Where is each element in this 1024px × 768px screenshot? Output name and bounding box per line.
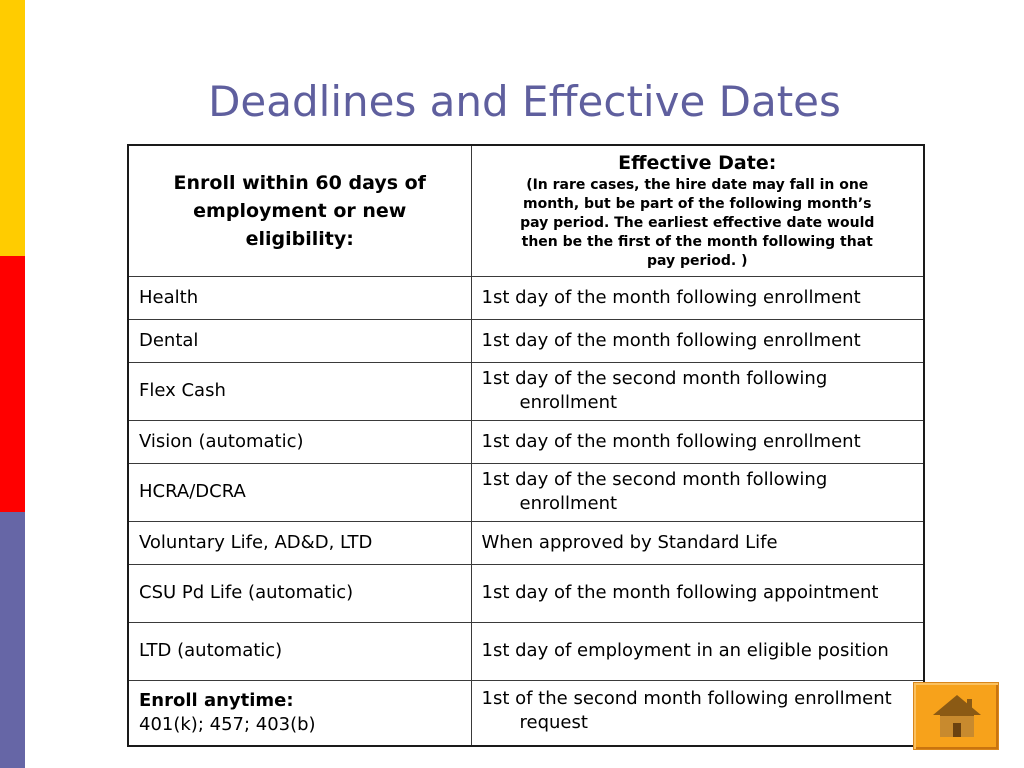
- table-row-anytime: [128, 680, 924, 746]
- benefit-cell: HCRA/DCRA: [128, 463, 471, 521]
- table-row: [128, 521, 924, 564]
- anytime-plans: 401(k); 457; 403(b): [139, 713, 316, 735]
- home-icon: [931, 693, 983, 739]
- header-effective-date-title: Effective Date:: [618, 152, 777, 175]
- anytime-cell: [128, 680, 471, 746]
- benefit-cell: Dental: [128, 319, 471, 362]
- header-enroll-within: Enroll within 60 days of employment or new eligibility:: [128, 145, 471, 276]
- table-row: [128, 420, 924, 463]
- benefit-cell: Health: [128, 276, 471, 319]
- table-row: [128, 622, 924, 680]
- benefit-cell: Voluntary Life, AD&D, LTD: [128, 521, 471, 564]
- table-row: [128, 564, 924, 622]
- benefit-cell: LTD (automatic): [128, 622, 471, 680]
- table-row: [128, 463, 924, 521]
- side-stripe-blue: [0, 512, 25, 768]
- table-row: [128, 362, 924, 420]
- effective-date-cell: 1st day of the month following appointment: [471, 564, 924, 622]
- slide-title: Deadlines and Effective Dates: [208, 77, 841, 126]
- benefit-cell: Flex Cash: [128, 362, 471, 420]
- effective-date-cell: When approved by Standard Life: [471, 521, 924, 564]
- benefit-cell: Vision (automatic): [128, 420, 471, 463]
- effective-date-cell: 1st day of the second month following enrollment: [471, 362, 924, 420]
- effective-date-cell: 1st day of employment in an eligible position: [471, 622, 924, 680]
- header-effective-date-note: (In rare cases, the hire date may fall in one month, but be part of the following month’s pay period. The earliest effective date would then be the first of the month following that pay period. ): [520, 177, 875, 270]
- side-stripe-yellow: [0, 0, 25, 256]
- table-row: [128, 276, 924, 319]
- anytime-label: Enroll anytime:: [139, 689, 294, 711]
- effective-date-cell: 1st day of the month following enrollment: [471, 276, 924, 319]
- header-effective-date: [471, 145, 924, 276]
- side-stripe-red: [0, 256, 25, 512]
- home-button[interactable]: [913, 682, 999, 750]
- effective-date-cell: 1st day of the month following enrollment: [471, 319, 924, 362]
- table-header-row: [128, 145, 924, 276]
- deadlines-table: [127, 144, 925, 747]
- table-row: [128, 319, 924, 362]
- effective-date-cell: 1st of the second month following enrollment request: [471, 680, 924, 746]
- benefit-cell: CSU Pd Life (automatic): [128, 564, 471, 622]
- effective-date-cell: 1st day of the second month following enrollment: [471, 463, 924, 521]
- effective-date-cell: 1st day of the month following enrollment: [471, 420, 924, 463]
